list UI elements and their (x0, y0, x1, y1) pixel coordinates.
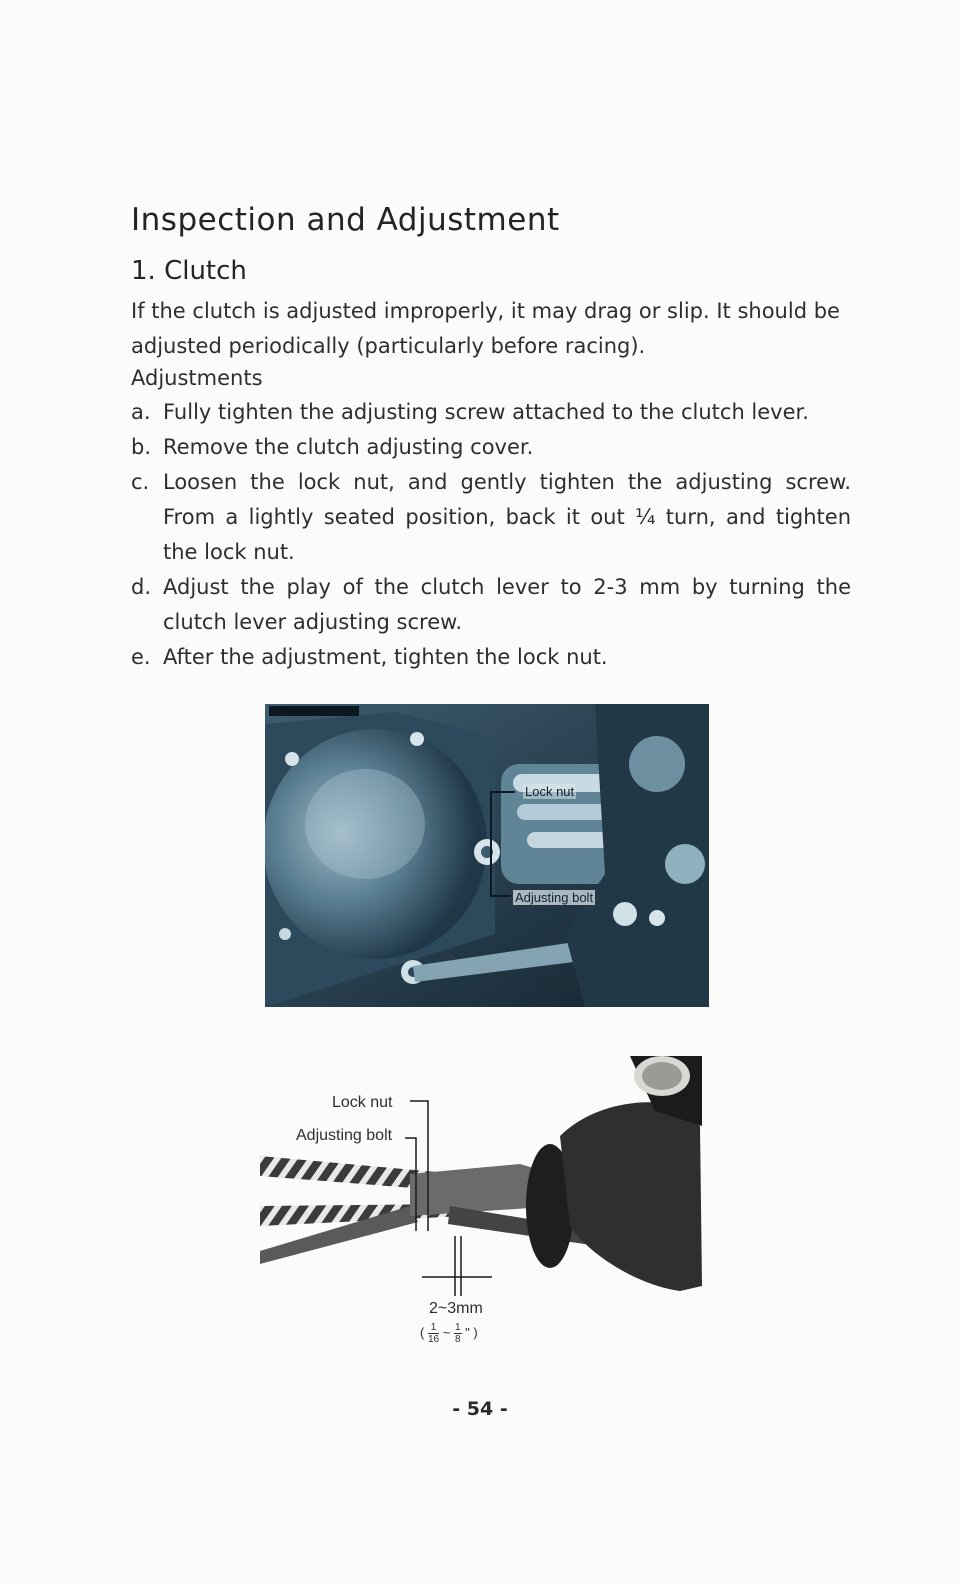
step-letter: d. (131, 575, 152, 599)
paren-close: " ) (465, 1324, 478, 1340)
adjustment-steps (131, 395, 851, 675)
range-separator: ~ (442, 1324, 451, 1340)
fraction-one-eighth: $\frac{1}{8}$ (454, 1322, 461, 1345)
step-text: Loosen the lock nut, and gently tighten the adjusting screw. From a lightly seated position, back it out ¼ turn, and tighten the lock nut. (163, 470, 851, 564)
step-text: Remove the clutch adjusting cover. (163, 435, 534, 459)
step-text: Adjust the play of the clutch lever to 2-3 mm by turning the clutch lever adjusting screw. (163, 575, 851, 634)
step-item (131, 395, 851, 430)
fraction-one-sixteenth: $\frac{1}{16}$ (427, 1322, 440, 1345)
step-item (131, 640, 851, 675)
photo-lock-nut-label: Lock nut (525, 784, 575, 799)
diagram-adjusting-bolt-label: Adjusting bolt (296, 1127, 393, 1144)
page-number: - 54 - (452, 1398, 508, 1420)
step-text: After the adjustment, tighten the lock nut. (163, 645, 608, 669)
clutch-photo (265, 704, 709, 1007)
step-text: Fully tighten the adjusting screw attached to the clutch lever. (163, 400, 809, 424)
step-letter: c. (131, 470, 150, 494)
step-letter: a. (131, 400, 151, 424)
page-title: Inspection and Adjustment (131, 202, 560, 238)
paren-open: ( (420, 1324, 425, 1340)
adjustments-heading: Adjustments (131, 366, 263, 390)
photo-adjusting-bolt-label: Adjusting bolt (515, 890, 594, 905)
step-item (131, 570, 851, 640)
play-range-inches (420, 1322, 478, 1345)
intro-paragraph: If the clutch is adjusted improperly, it may drag or slip. It should be adjusted periodically (particularly before racing). (131, 299, 840, 358)
step-item (131, 430, 851, 465)
play-range-label: 2~3mm (429, 1300, 483, 1317)
step-letter: b. (131, 435, 152, 459)
step-item (131, 465, 851, 570)
diagram-lock-nut-label: Lock nut (332, 1094, 393, 1111)
step-letter: e. (131, 645, 151, 669)
section-title: 1. Clutch (131, 256, 247, 286)
